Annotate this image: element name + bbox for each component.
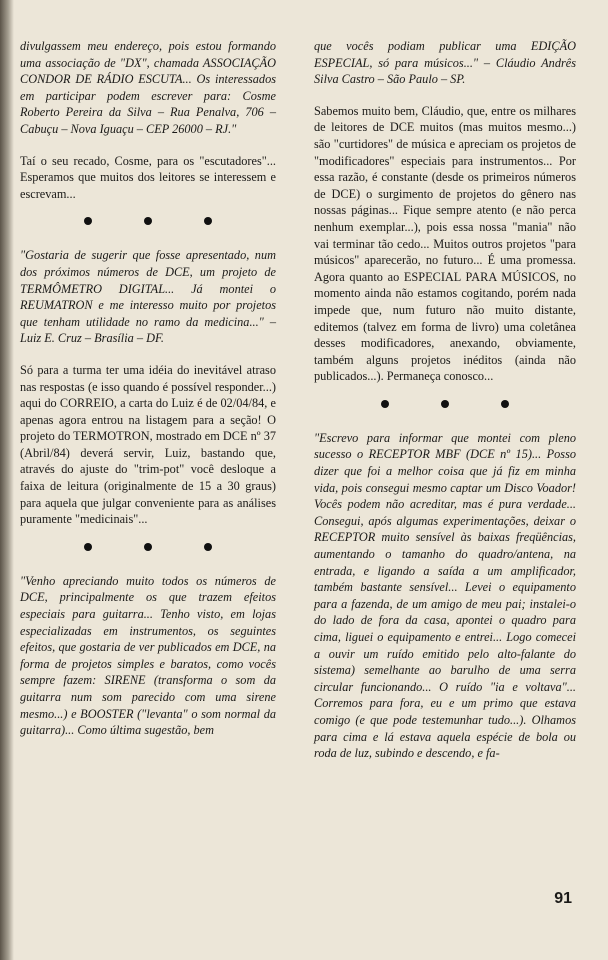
- reader-letter-cosme-end: divulgassem meu endereço, pois estou formando uma associação de "DX", chamada ASSOCIAÇÃO CONDOR DE RÁDIO ESCUTA... Os interessados em participar podem escrever para: Cosme Roberto Pereira da Silva – Rua Penalva, 706 – Cabuçu – Nova Iguaçu – CEP 26000 – RJ.": [20, 39, 276, 136]
- section-separator: [355, 400, 535, 408]
- page-number: 91: [554, 890, 572, 907]
- right-column: [314, 38, 576, 777]
- reader-letter-luiz: "Gostaria de sugerir que fosse apresentado, num dos próximos números de DCE, um projeto de TERMÔMETRO DIGITAL... Já montei o REUMATRON e me interesso muito por projetos que tenham utilidade no ramo da medicina..." – Luiz E. Cruz – Brasília – DF.: [20, 248, 276, 346]
- bullet-dot: [84, 217, 92, 225]
- editor-reply-cosme: Taí o seu recado, Cosme, para os "escutadores"... Esperamos que muitos dos leitores se interessem e escrevam...: [20, 153, 276, 201]
- bullet-dot: [501, 400, 509, 408]
- bullet-dot: [441, 400, 449, 408]
- reader-letter-claudio-end: que vocês podiam publicar uma EDIÇÃO ESPECIAL, só para músicos..." – Cláudio Andrês Silva Castro – São Paulo – SP.: [314, 39, 576, 87]
- section-separator: [58, 543, 238, 551]
- bullet-dot: [204, 217, 212, 225]
- editor-reply-claudio: Sabemos muito bem, Cláudio, que, entre os milhares de leitores de DCE muitos (mas muitos mesmo...) são "curtidores" de música e apreciam os projetos de "modificadores" especiais para instrumentos... Por essa razão, é constante (desde os primeiros números de DCE) o surgimento de projetos do gênero nas nossas páginas... Fique sempre atento (e não perca nenhum exemplar...), pois essa nossa "mania" não vai terminar tão cedo... Muitos outros projetos "para músicos" aparecerão, no futuro... É uma promessa. Agora quanto ao ESPECIAL PARA MÚSICOS, no momento ainda não estamos cogitando, porém nada impede que, num futuro não muito distante, editemos (talvez em forma de livro) uma coletânea desses modificadores, anexando, obviamente, também alguns projetos inéditos (ainda não publicados...). Permaneça conosco...: [314, 103, 576, 384]
- reader-letter-claudio-start: "Venho apreciando muito todos os números de DCE, principalmente os que trazem efeitos especiais para guitarra... Tenho visto, em lojas especializadas em instrumentos, os seguintes efeitos, que gostaria de ver publicados em DCE, na forma de projetos simples e baratos, como vocês sempre fazem: SIRENE (transforma o som da guitarra num som parecido com uma sirene mesmo...) e BOOSTER ("levanta" o som normal da guitarra)... Como última sugestão, bem: [20, 573, 276, 738]
- editor-reply-luiz: Só para a turma ter uma idéia do inevitável atraso nas respostas (e isso quando é possível responder...) aqui do CORREIO, a carta do Luiz é de 02/04/84, e apenas agora entrou na listagem para a seção! O projeto do TERMOTRON, mostrado em DCE nº 37 (Abril/84) deverá servir, Luiz, bastando que, através do ajuste do "trim-pot" você desloque a faixa de leitura (originalmente de 15 a 30 graus) para aquela que julgar conveniente para as análises puramente "medicinais"...: [20, 362, 276, 527]
- bullet-dot: [144, 217, 152, 225]
- bullet-dot: [84, 543, 92, 551]
- section-separator: [58, 217, 238, 225]
- bullet-dot: [381, 400, 389, 408]
- page-spine-shadow: [0, 0, 14, 960]
- bullet-dot: [144, 543, 152, 551]
- left-column: [20, 38, 276, 754]
- bullet-dot: [204, 543, 212, 551]
- reader-letter-receptor-mbf: "Escrevo para informar que montei com pleno sucesso o RECEPTOR MBF (DCE nº 15)... Posso dizer que foi a melhor coisa que já fiz em minha vida, pois consegui mesmo captar um Disco Voador! Vocês podem não acreditar, mas é pura verdade... Consegui, após algumas experimentações, deixar o RECEPTOR muito sensível às baixas freqüências, aumentando o tamanho do quadro/antena, na entrada, e ligando a saída a um amplificador, também bastante sensível... Levei o equipamento para a fazenda, de um amigo de meu pai; instalei-o do lado de fora da casa, apontei o quadro para cima, liguei o equipamento e entrei... Logo comecei a ouvir um ruído emitido pelo alto-falante do sistema) semelhante ao barulho de uma serra circular funcionando... O ruído "ia e voltava"... Corremos para fora, eu e um primo que estava comigo (e que pode testemunhar tudo...). Olhamos para cima e lá estava aquela espécie de bola ou roda de luz, subindo e descendo, e fa-: [314, 430, 576, 761]
